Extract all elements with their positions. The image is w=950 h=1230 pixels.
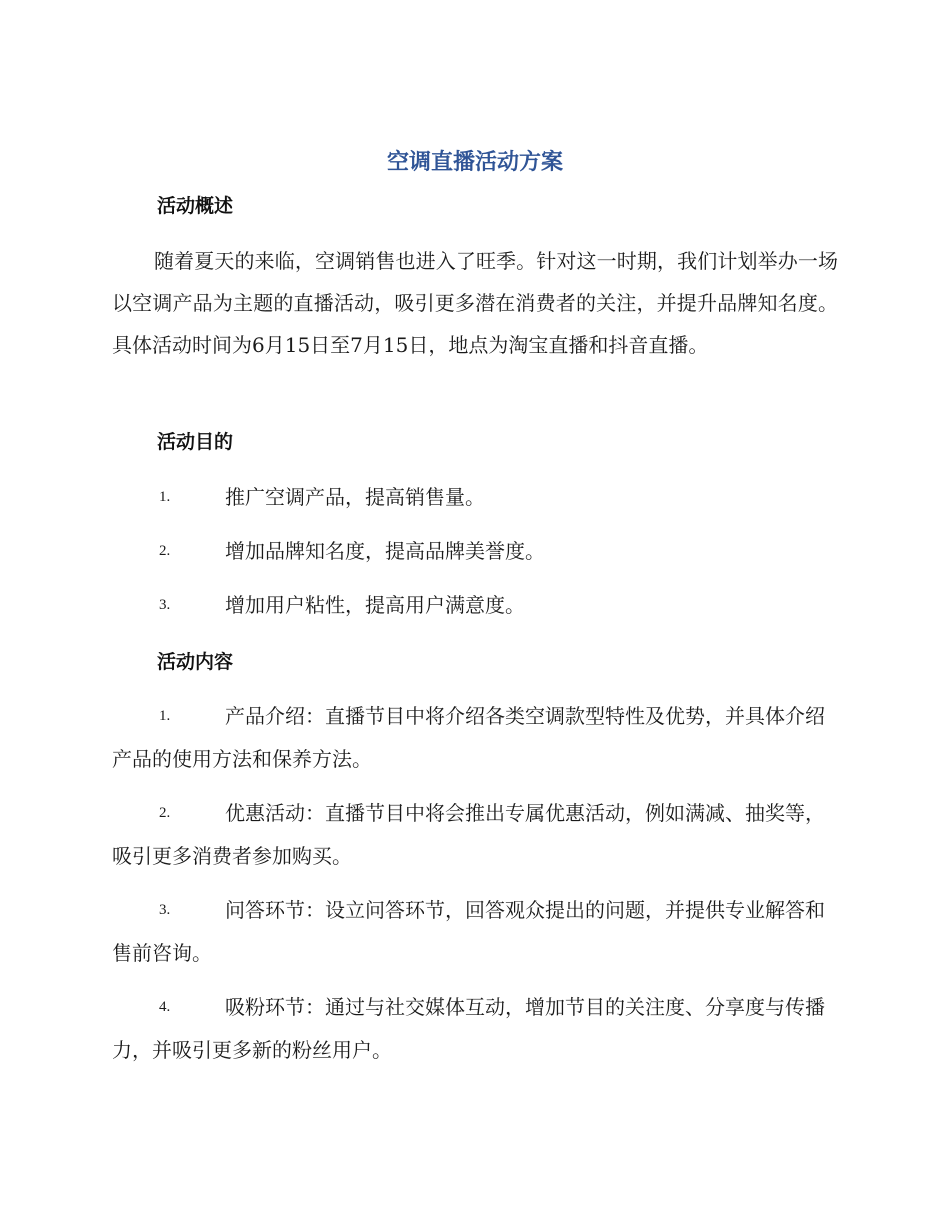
list-item-text: 优惠活动：直播节目中将会推出专属优惠活动，例如满减、抽奖等，吸引更多消费者参加购买。 — [112, 801, 825, 868]
list-number: 2. — [159, 543, 171, 559]
list-item-text: 问答环节：设立问答环节，回答观众提出的问题，并提供专业解答和售前咨询。 — [112, 898, 825, 965]
list-number: 3. — [159, 597, 171, 613]
purpose-item — [112, 476, 838, 519]
purpose-item — [112, 584, 838, 627]
list-number: 4. — [159, 999, 171, 1015]
section-heading-purpose: 活动目的 — [157, 431, 234, 453]
list-number: 3. — [159, 902, 171, 918]
list-item-text: 增加品牌知名度，提高品牌美誉度。 — [225, 539, 545, 563]
section-heading-content: 活动内容 — [157, 651, 234, 673]
purpose-item — [112, 530, 838, 573]
document-title: 空调直播活动方案 — [386, 150, 563, 175]
content-item — [112, 792, 838, 878]
content-item — [112, 695, 838, 781]
list-number: 1. — [159, 489, 171, 505]
list-item-text: 推广空调产品，提高销售量。 — [225, 485, 485, 509]
list-number: 2. — [159, 805, 171, 821]
content-item — [112, 986, 838, 1072]
content-item — [112, 889, 838, 975]
list-item-text: 产品介绍：直播节目中将介绍各类空调款型特性及优势，并具体介绍产品的使用方法和保养方法。 — [112, 704, 825, 771]
section-heading-overview: 活动概述 — [157, 195, 234, 217]
list-item-text: 吸粉环节：通过与社交媒体互动，增加节目的关注度、分享度与传播力，并吸引更多新的粉丝用户。 — [112, 995, 825, 1062]
list-item-text: 增加用户粘性，提高用户满意度。 — [225, 593, 525, 617]
overview-paragraph: 随着夏天的来临，空调销售也进入了旺季。针对这一时期，我们计划举办一场以空调产品为主题的直播活动，吸引更多潜在消费者的关注，并提升品牌知名度。具体活动时间为6月15日至7月15日，地点为淘宝直播和抖音直播。 — [112, 249, 838, 357]
list-number: 1. — [159, 708, 171, 724]
